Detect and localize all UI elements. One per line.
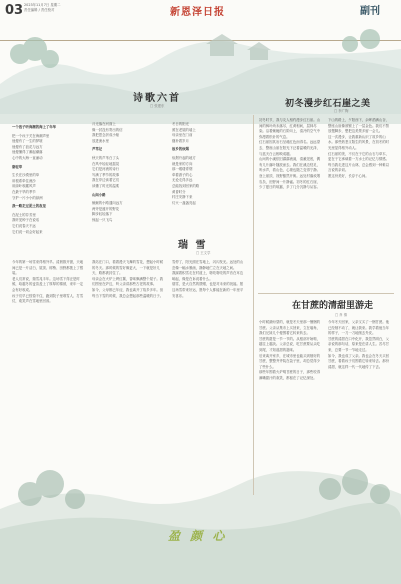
paragraph: 黄昏时分: [172, 189, 186, 194]
article2-author: □ 肖 倩: [335, 313, 348, 317]
paragraph: 愿这份美好，长存于心间。: [328, 173, 369, 178]
paragraph: 村庄安静下来: [172, 195, 193, 200]
paragraph: 用根系牵住流沙: [12, 178, 36, 183]
paragraph: 缝补着岁月: [172, 138, 189, 143]
section-heading: 故乡的炊烟: [172, 147, 189, 152]
section-heading: 骆驼草: [12, 164, 23, 169]
paragraph: 放进流水里: [92, 138, 109, 143]
paragraph: 甘蔗的清甜在口中化开，我忽然明白，父亲说的那句话，原来是在讲人生。苦尽甘来，总要一节一节地走过。: [328, 336, 390, 352]
paragraph: 小时候最盼望的，就是冬天里那一捆捆的甘蔗。父亲从集市上买回来，立在墙角，我们兄妹几个便围着它转来转去。: [259, 320, 321, 336]
paragraph: 那一缕缕青烟: [172, 167, 193, 172]
paragraph: 蜿蜒的小路通向远方: [92, 201, 123, 206]
date-line-2: 责任编辑 / 责任校对: [24, 7, 55, 12]
paragraph: 灯火一盏盏亮起: [172, 200, 196, 205]
article2-column-1: [259, 320, 323, 500]
paper-name: 新恩泽日报: [170, 7, 225, 18]
page-number: 03: [5, 3, 24, 18]
paragraph: 红石崖因其岩石呈赭红色而得名。远远望去，整座山崖在阳光下泛着温暖的光泽，与蓝天白云相映成趣。: [259, 140, 321, 156]
paragraph: 脚步轻轻落下: [92, 212, 113, 217]
paragraph: 心中的大海一直涌动: [12, 155, 43, 160]
paragraph: 初冬时节，我与友人相约漫步红石崖。山间的枫叶尚未落尽，红黄相间，层林尽染。沿着蜿蜒的石阶向上，清冷的空气中弥漫着松针的气息。: [259, 118, 321, 139]
date-line-1: 2023年11月7日 星期二: [24, 3, 61, 7]
paragraph: 总能找到回家的路: [172, 183, 200, 188]
paragraph: 守护一片小小的绿洲: [12, 195, 43, 200]
paragraph: 他便有了一生的梦境: [12, 139, 43, 144]
paragraph: 登上崖顶，视野豁然开朗。远处村落炊烟袅袅，田野间一片静谧。初冬的红石崖，少了夏日的喧嚣，多了几分沉静与从容。: [259, 173, 321, 190]
paragraph: 我在岸边读着它们: [92, 178, 120, 183]
paragraph: 下山的路上，夕阳西下，余晖洒满山谷，整座山崖像被镀上了一层金色。我们不禁放慢脚步，想把这美景多留一会儿。: [328, 118, 390, 134]
paragraph: 它们说一切会好起来: [12, 229, 43, 234]
paragraph: 炊烟升起的地方: [172, 155, 196, 160]
paragraph: 它们说春天不远: [12, 223, 36, 228]
paragraph: 写满了季节的故事: [92, 172, 120, 177]
paragraph: 两旁是盛开的野花: [92, 206, 120, 211]
paragraph: 母亲会在火炉上烤红薯，香味飘满整个屋子。我们围坐在炉边，听父亲讲那些古老的故事。: [92, 276, 164, 287]
paragraph: 老人们常说，瑞雪兆丰年。这场雪下得正是时候，给越冬的麦苗盖上了厚厚的棉被，来年一定会有好收成。: [12, 276, 84, 292]
paragraph: 无论走得多远: [172, 178, 193, 183]
paragraph: 生长在沙漠里的草: [12, 173, 40, 178]
poem-column-2: [92, 122, 164, 242]
ruixue-column-3: [172, 260, 244, 500]
paragraph: 后来离开家乡，在城市里也能买到削好的甘蔗，整整齐齐装在袋子里，却总觉得少了些什么。: [259, 353, 321, 369]
poem-title: 诗歌六首: [133, 93, 181, 104]
ruixue-author: □ 王文学: [196, 251, 211, 255]
article1-column-1: [259, 118, 323, 290]
paragraph: 甘蔗的甜是一节一节的。从根部开始啃，越往上越淡。父亲总说，吃甘蔗要从头吃到尾，才知道甜的滋味。: [259, 336, 321, 352]
paragraph: 惊起一只飞鸟: [92, 217, 113, 222]
poem-column-3: [172, 122, 244, 242]
paragraph: 冬日的阳光: [172, 122, 189, 126]
paragraph: 我听见种子在说话: [12, 218, 40, 223]
section-heading: 我一路走过泥土的夜里: [12, 204, 46, 209]
paragraph: 牵着游子的心: [172, 172, 193, 177]
paragraph: 孩子们早已按捺不住，跑到院子里堆雪人、打雪仗，欢笑声在雪地里回荡。: [12, 293, 84, 304]
paragraph: 我站在门口，看着漫天飞舞的雪花，想起小时候的冬天。那时候的雪好像更大，一下就是好几天，路都被封住了。: [92, 260, 164, 276]
paragraph: 在最干旱的季节: [12, 189, 36, 194]
paragraph: 把一个孩子关在海潮声里: [12, 133, 50, 138]
paragraph: 母亲坐在门前: [172, 133, 193, 138]
article1-column-2: [328, 118, 392, 290]
poem-column-1: [12, 122, 84, 242]
paragraph: 山间的小溪依旧潺潺流淌，清澈见底，偶有几片落叶随波而去。我们在溪边驻足，听水声，看山色，心境也随之变得宁静。: [259, 157, 321, 173]
paragraph: 秋天的芦苇白了头: [92, 155, 120, 160]
paragraph: 红石崖的美，不仅在于它的山石与草木，更在于它承载着一方水土的记忆与情感。每当我走进这片山林，总会感到一种难以言说的亲切。: [328, 151, 390, 173]
paragraph: 照在老屋的墙上: [172, 127, 196, 132]
paragraph: 月光落在河面上: [92, 122, 116, 126]
paragraph: 那些年围着火炉啃甘蔗的日子，那些咬得满嘴甜汁的欢笑，都留在了记忆深处。: [259, 370, 321, 380]
paragraph: 他便懂得了潮起潮落: [12, 150, 43, 155]
paragraph: 这一次漫步，让我重新认识了故乡的山水。那些熟悉又陌生的风景，在初冬的时光里显得格外动人。: [328, 134, 390, 150]
paragraph: 他便有了浪花与远方: [12, 144, 43, 149]
article2-title: 在甘蔗的清甜里游走: [292, 301, 374, 311]
article1-author: □ 李广陶: [334, 109, 349, 113]
paragraph: 就是家的方向: [172, 161, 193, 166]
article2-column-2: [328, 320, 392, 500]
paragraph: 读懂了时光的温柔: [92, 183, 120, 188]
date-line: [24, 3, 61, 12]
section-heading: 一个孩子听海潮的海上了年华: [12, 125, 57, 129]
ruixue-column-2: [92, 260, 164, 500]
paragraph: 像一封没有寄出的信: [92, 127, 123, 132]
section-heading: 芦苇记: [92, 147, 103, 152]
paragraph: 今年的第一场雪来得格外早。清晨推开窗，天地间已是一片洁白，屋顶、树梢、田野都披上了银装。: [12, 260, 84, 276]
paragraph: 用绿叶收藏风声: [12, 184, 36, 189]
paragraph: 我踩着积雪走在村道上，咯吱咯吱的声音在耳边响起，像是在诉说着什么。: [172, 271, 244, 281]
ruixue-column-1: [12, 260, 84, 500]
paragraph: 瑞雪，是大自然的馈赠，也是对未来的祝福。愿这场雪带来好运，愿每个人都能在新的一年里平安喜乐。: [172, 282, 244, 298]
calligraphy-signature: 盈 颜 心: [168, 529, 228, 543]
paragraph: 在泥土的芬芳里: [12, 212, 36, 217]
paragraph: 今年冬天回家，父亲又买了一捆甘蔗。他已经削不动了，就让我来。我学着他当年的样子，一刀一刀地削去外皮。: [328, 320, 390, 336]
paragraph: 它们是河流的诗行: [92, 167, 120, 172]
paragraph: 如今，父母都已年迈，我也离开了故乡多年。但每当下雪的时候，我总会想起那些温暖的日子。: [92, 287, 164, 298]
column-divider: [253, 115, 254, 495]
paragraph: 如今，我也成了父亲。我也会在冬天买回甘蔗，看着孩子们围着它转来转去。那份清甜，就这样一代一代地传了下去。: [328, 353, 390, 369]
article-divider: [258, 293, 394, 294]
paragraph: 雪停了，阳光照在雪地上，闪闪发光。远处的山峦像一幅水墨画，静静地伫立在天地之间。: [172, 260, 244, 270]
paragraph: 我把思念折成小船: [92, 133, 120, 138]
section-name: 副刊: [360, 6, 380, 17]
ruixue-title: 瑞 雪: [178, 240, 208, 251]
section-heading: 山间小路: [92, 192, 106, 197]
poem-author: □ 张建东: [150, 104, 165, 108]
article1-title: 初冬漫步红石崖之美: [285, 99, 371, 109]
paragraph: 在风中轻轻地摇晃: [92, 161, 120, 166]
